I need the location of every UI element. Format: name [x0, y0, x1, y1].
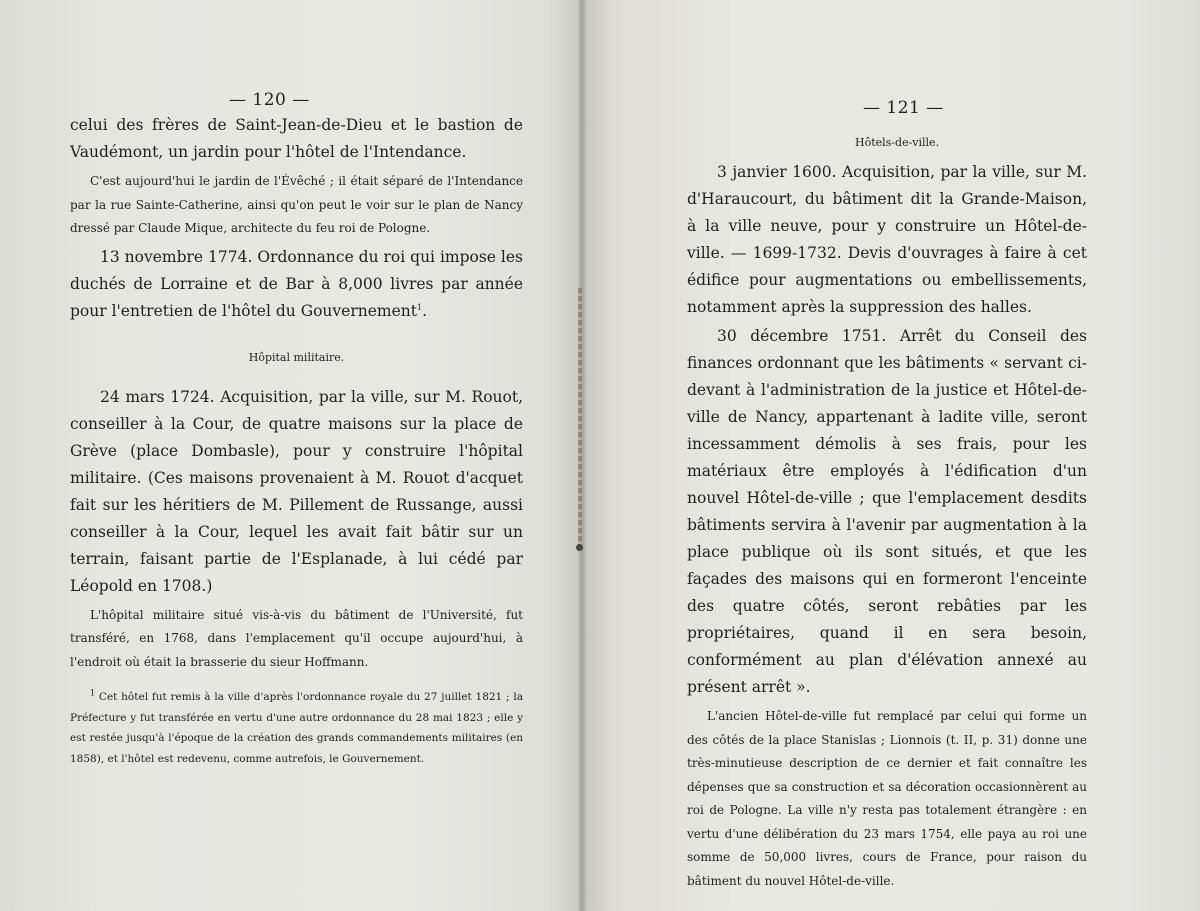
body-paragraph: celui des frères de Saint-Jean-de-Dieu et le bastion de Vaudémont, un jardin pour l'hôtel de l'Intendance.	[70, 116, 523, 161]
binding-knot	[576, 544, 583, 551]
body-paragraph: 30 décembre 1751. Arrêt du Conseil des finances ordonnant que les bâtiments « servant ci-devant à l'administration de la justice et Hôtel-de-ville de Nancy, appartenant à ladite ville, seront incessamment démolis à ses frais, pour les matériaux être employés à l'édification d'un nouvel Hôtel-de-ville ; que l'emplacement desdits bâtiments servira à l'avenir par augmentation à la place publique où ils sont situés, et que les façades des maisons qui en formeront l'enceinte des quatre côtés, seront rebâties par les propriétaires, quand il en sera besoin, conformément au plan d'élévation annexé au présent arrêt ».	[687, 327, 1087, 696]
footnote-reference: 1	[416, 302, 423, 312]
left-page	[0, 0, 582, 911]
note-paragraph: L'hôpital militaire situé vis-à-vis du bâtiment de l'Université, fut transféré, en 1768, dans l'emplacement qu'il occupe aujourd'hui, à l'endroit où était la brasserie du sieur Hoffmann.	[70, 607, 523, 669]
body-paragraph	[70, 244, 523, 325]
paragraph-text: 13 novembre 1774. Ordonnance du roi qui impose les duchés de Lorraine et de Bar à 8,000 livres par année pour l'entretien de l'hôtel du Gouvernement	[70, 247, 523, 320]
note-paragraph: L'ancien Hôtel-de-ville fut remplacé par celui qui forme un des côtés de la place Stanislas ; Lionnois (t. II, p. 31) donne une très-minutieuse description de ce dernier et fait connaître les dépenses que sa construction et sa décoration occasionnèrent au roi de Pologne. La ville n'y resta pas totalement étrangère : en vertu d'une délibération du 23 mars 1754, elle paya au roi une somme de 50,000 livres, cours de France, pour raison du bâtiment du nouvel Hôtel-de-ville.	[687, 709, 1087, 888]
paragraph-end: .	[422, 301, 428, 320]
left-page-text-column	[70, 112, 523, 769]
page-number: — 121 —	[863, 98, 944, 118]
note-paragraph: C'est aujourd'hui le jardin de l'Évêché ; il était séparé de l'Intendance par la rue Sainte-Catherine, ainsi qu'on peut le voir sur le plan de Nancy dressé par Claude Mique, architecte du feu roi de Pologne.	[70, 174, 523, 235]
footnote-text: Cet hôtel fut remis à la ville d'après l'ordonnance royale du 27 juillet 1821 ; la Préfecture y fut transférée en vertu d'une autre ordonnance du 28 mai 1823 ; elle y est restée jusqu'à l'époque de la création des grands commandements militaires (en 1858), et l'hôtel est redevenu, comme autrefois, le Gouvernement.	[70, 691, 523, 765]
right-page	[582, 0, 1200, 911]
body-paragraph: 24 mars 1724. Acquisition, par la ville, sur M. Rouot, conseiller à la Cour, de quatre maisons sur la place de Grève (place Dombasle), pour y construire l'hôpital militaire. (Ces maisons provenaient à M. Rouot d'acquet fait sur les héritiers de M. Pillement de Russange, aussi conseiller à la Cour, lequel les avait fait bâtir sur un terrain, faisant partie de l'Esplanade, à lui cédé par Léopold en 1708.)	[70, 387, 523, 595]
right-page-text-column	[687, 159, 1087, 893]
footnote	[70, 687, 523, 769]
running-head: Hôtels-de-ville.	[855, 136, 940, 149]
page-number: — 120 —	[229, 90, 310, 110]
binding-thread	[578, 288, 582, 550]
section-title: Hôpital militaire.	[248, 350, 345, 364]
body-paragraph: 3 janvier 1600. Acquisition, par la ville, sur M. d'Haraucourt, du bâtiment dit la Grande-Maison, à la ville neuve, pour y construire un Hôtel-de-ville. — 1699-1732. Devis d'ouvrages à faire à cet édifice pour augmentations ou embellissements, notamment après la suppression des halles.	[687, 163, 1087, 316]
footnote-mark: 1	[90, 688, 96, 698]
